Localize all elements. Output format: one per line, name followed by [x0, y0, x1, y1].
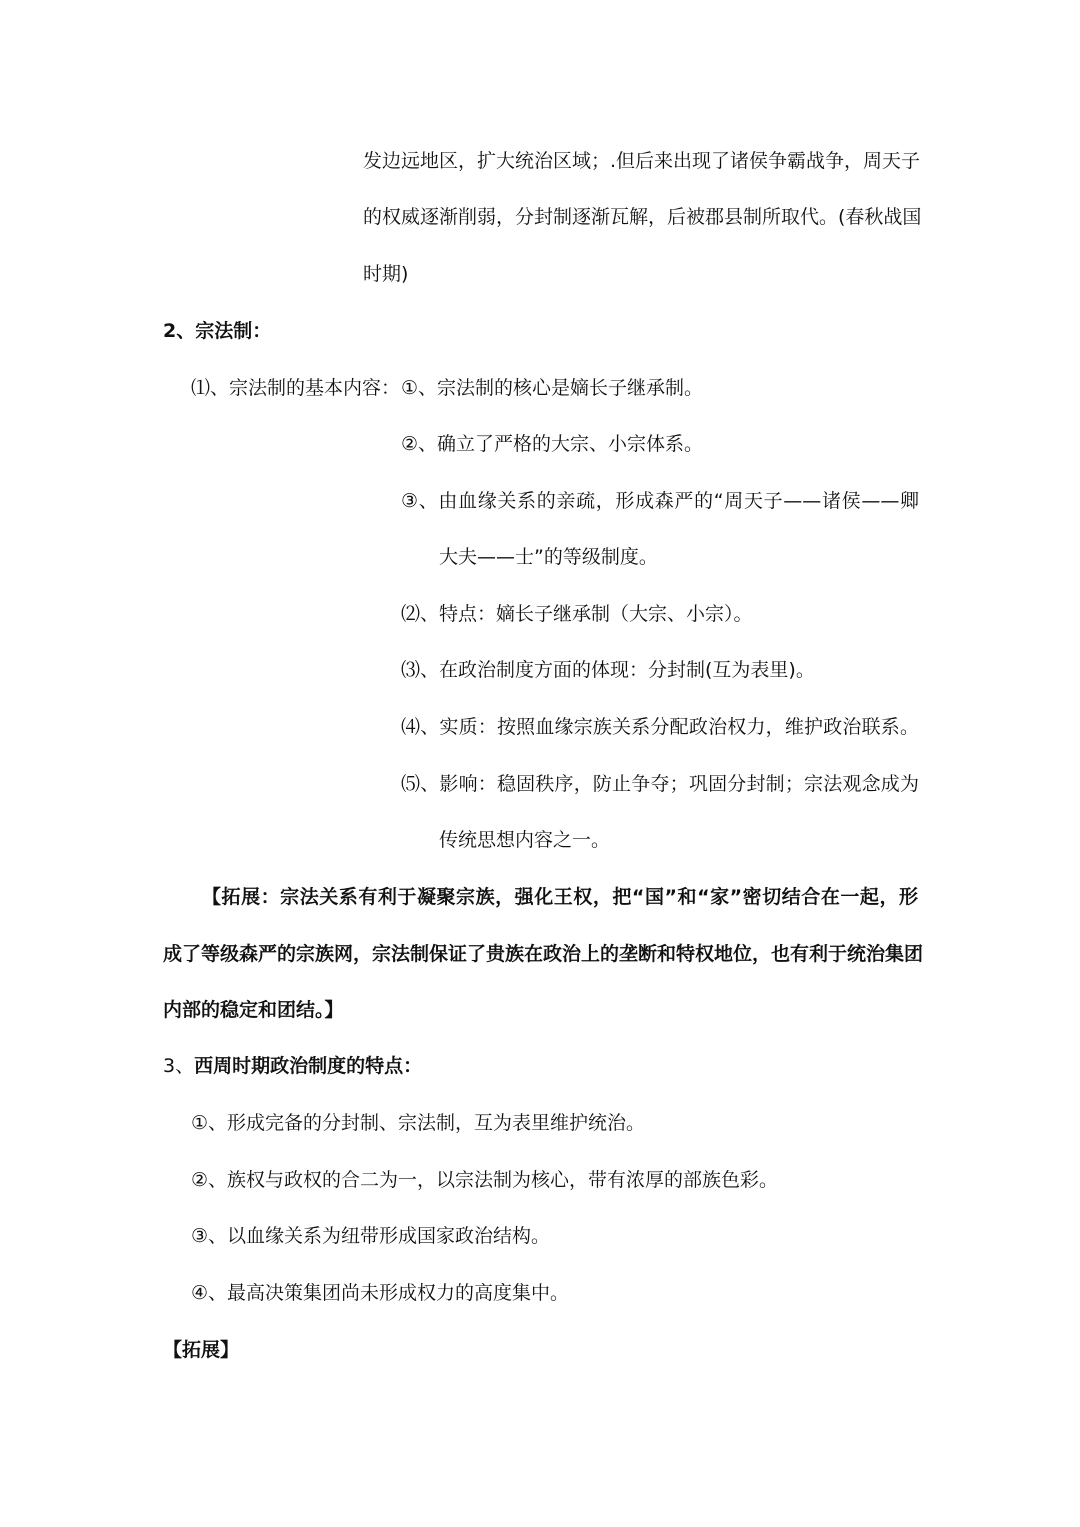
section3-item-4: ④、最高决策集团尚未形成权力的高度集中。	[191, 1282, 570, 1304]
section3-number: 3、	[163, 1055, 195, 1077]
section2-heading: 2、宗法制：	[163, 320, 272, 342]
intro-line-1: 发边远地区，扩大统治区域；.但后来出现了诸侯争霸战争，周天子	[363, 150, 921, 172]
section3-heading	[163, 1053, 422, 1079]
point-influence-cont: 传统思想内容之一。	[439, 829, 611, 851]
extension-label: 【拓展】	[163, 1339, 240, 1361]
extension-line-2: 成了等级森严的宗族网，宗法制保证了贵族在政治上的垄断和特权地位，也有利于统治集团	[163, 943, 924, 965]
basic-item-3-cont: 大夫——士”的等级制度。	[439, 546, 658, 568]
point-influence: ⑸、影响：稳固秩序，防止争夺；巩固分封制；宗法观念成为	[401, 773, 919, 795]
extension-line-3: 内部的稳定和团结。】	[163, 999, 344, 1021]
point-essence: ⑷、实质：按照血缘宗族关系分配政治权力，维护政治联系。	[401, 716, 919, 738]
intro-line-2: 的权威逐渐削弱，分封制逐渐瓦解，后被郡县制所取代。(春秋战国	[363, 206, 922, 228]
basic-content-label: ⑴、宗法制的基本内容：	[191, 377, 401, 399]
section3-item-2: ②、族权与政权的合二为一，以宗法制为核心，带有浓厚的部族色彩。	[191, 1169, 779, 1191]
section3-item-1: ①、形成完备的分封制、宗法制，互为表里维护统治。	[191, 1112, 646, 1134]
point-features: ⑵、特点：嫡长子继承制（大宗、小宗）。	[401, 603, 753, 625]
basic-item-1: ①、宗法制的核心是嫡长子继承制。	[401, 377, 704, 399]
basic-item-2: ②、确立了严格的大宗、小宗体系。	[401, 433, 704, 455]
section3-item-3: ③、以血缘关系为纽带形成国家政治结构。	[191, 1225, 551, 1247]
basic-item-3: ③、由血缘关系的亲疏，形成森严的“周天子——诸侯——卿	[401, 490, 919, 512]
section3-title: 西周时期政治制度的特点：	[194, 1055, 423, 1077]
extension-line-1: 【拓展：宗法关系有利于凝聚宗族，强化王权，把“国”和“家”密切结合在一起，形	[202, 886, 918, 908]
point-embodiment: ⑶、在政治制度方面的体现：分封制(互为表里)。	[401, 659, 815, 681]
intro-line-3: 时期)	[363, 263, 409, 285]
